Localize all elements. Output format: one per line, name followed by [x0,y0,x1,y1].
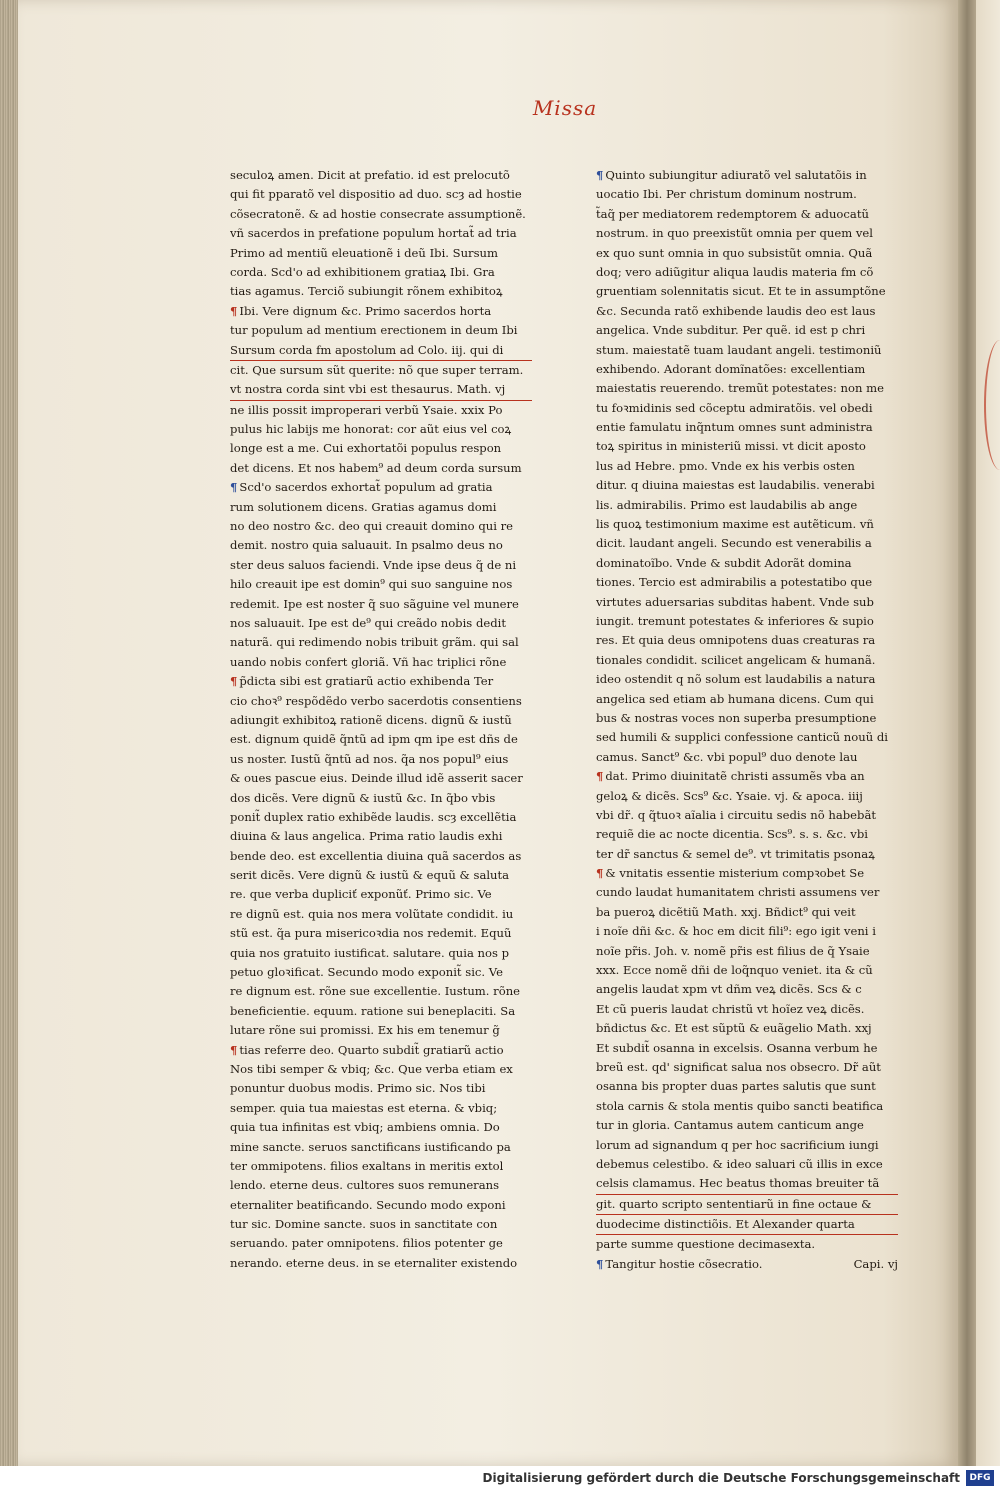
text-line-content: noĩe pr̃is. Joh. v. nomẽ pr̃is est filius de q̃ Ysaie [596,943,870,958]
text-line [230,185,532,204]
text-line [596,166,898,185]
text-line [230,263,532,282]
paragraph-mark-icon: ¶ [596,1256,604,1271]
facing-page-edge [976,0,1000,1466]
text-line-content: lendo. eterne deus. cultores suos remunerans [230,1178,500,1193]
paragraph-mark-icon: ¶ [596,866,604,881]
text-line [596,651,898,670]
text-line [596,1215,898,1235]
text-line [596,360,898,379]
text-line-content: maiestatis reuerendo. tremũt potestates: non me [596,381,884,396]
text-line-content: camus. Sanct⁹ &c. vbi popul⁹ duo denote lau [596,749,858,764]
text-line [596,1058,898,1077]
text-line [230,905,532,924]
chapter-heading-text: Tangitur hostie cõsecratio. [605,1256,763,1271]
text-line-content: cio choꝛ⁹ respõdẽdo verbo sacerdotis consentiens [230,693,522,708]
text-line [230,1021,532,1040]
text-line-content: ster deus saluos faciendi. Vnde ipse deus q̃ de ni [230,557,517,572]
text-line-content: tiones. Tercio est admirabilis a potestatibo que [596,575,873,590]
page-stack-edges [0,0,18,1466]
text-line-content: dat. Primo diuinitatẽ christi assumẽs vba an [605,769,865,784]
text-line-content: entie famulatu inq̃ntum omnes sunt administra [596,420,873,435]
text-line [230,730,532,749]
text-line-content: tur in gloria. Cantamus autem canticum ange [596,1118,864,1133]
text-line-content: git. quarto scripto sententiarũ in fine octaue & [596,1196,872,1211]
text-line-content: adiungit exhibitoꝝ rationẽ dicens. dignũ & iustũ [230,712,512,727]
text-line [230,633,532,652]
text-line [596,573,898,592]
text-line-content: angelica sed etiam ab humana dicens. Cum qui [596,691,874,706]
paragraph-mark-icon: ¶ [596,769,604,784]
text-line-content: nos saluauit. Ipe est de⁹ qui creãdo nobis dedit [230,615,507,630]
running-title: Missa [532,96,598,120]
text-line [230,536,532,555]
text-line-content: re. que verba dupliciť exponũť. Primo sic. Ve [230,887,492,902]
text-line [230,614,532,633]
text-line-content: dos dicẽs. Vere dignũ & iustũ &c. In q̃bo vbis [230,790,496,805]
text-line-content: parte summe questione decimasexta. [596,1237,816,1252]
text-line [230,711,532,730]
text-line-content: rum solutionem dicens. Gratias agamus domi [230,499,497,514]
text-line-content: i noĩe dñi &c. & hoc em dicit fili⁹: ego igit veni i [596,924,876,939]
text-line-content: res. Et quia deus omnipotens duas creaturas ra [596,633,876,648]
text-line-content: re dignũ est. quia nos mera volũtate condidit. iu [230,906,514,921]
text-line-content: quia tua infinitas est vbiq; ambiens omnia. Do [230,1120,500,1135]
text-line [596,883,898,902]
text-line [596,612,898,631]
text-line-content: petuo gloꝛificat. Secundo modo exponit̃ sic. Ve [230,965,503,980]
text-line [230,1176,532,1195]
text-line-content: serit dicẽs. Vere dignũ & iustũ & equũ & saluta [230,868,510,883]
text-line-content: Sursum corda fm apostolum ad Colo. iij. qui di [230,342,504,357]
text-line [596,922,898,941]
text-line-content: tur populum ad mentium erectionem in deum Ibi [230,323,518,338]
text-line [230,750,532,769]
text-line-content: pulus hic labijs me honorat: cor aũt eius vel coꝝ [230,422,512,437]
chapter-heading [596,1255,898,1274]
text-line [596,1155,898,1174]
text-line-content: ponuntur duobus modis. Primo sic. Nos tibi [230,1081,486,1096]
text-line-content: cit. Que sursum sũt querite: nõ que super terram. [230,362,524,377]
text-line-content: uando nobis confert gloriã. Vñ hac triplici rõne [230,654,507,669]
text-line-content: seculoꝝ amen. Dicit at prefatio. id est prelocutõ [230,168,510,182]
text-line-content: redemit. Ipe est noster q̃ suo sãguine vel munere [230,596,519,611]
text-line [230,982,532,1001]
text-line-content: Scd'o sacerdos exhortat̃ populum ad gratia [239,480,493,495]
text-line-content: ter ommipotens. filios exaltans in meritis extol [230,1158,504,1173]
text-line-content: dominatoĩbo. Vnde & subdit Adorãt domina [596,555,852,570]
text-line-content: hilo creauit ipe est domin⁹ qui suo sanguine nos [230,577,513,592]
text-line-content: qui fit pparatõ vel dispositio ad duo. scȝ ad hostie [230,187,522,202]
text-line-content: Et subdit̃ osanna in excelsis. Osanna verbum he [596,1040,878,1055]
footer-bar [0,1466,1000,1492]
text-line-content: beneficientie. equum. ratione sui beneplaciti. Sa [230,1003,516,1018]
text-line [596,942,898,961]
text-line [230,789,532,808]
text-line-content: doq; vero adiũgitur aliqua laudis materia fm cõ [596,264,874,279]
text-line [230,769,532,788]
text-line [230,827,532,846]
text-line-content: celsis clamamus. Hec beatus thomas breuiter tã [596,1176,880,1191]
text-line [596,728,898,747]
text-line-content: ditur. q diuina maiestas est laudabilis. venerabi [596,478,875,493]
text-line-content: toꝝ spiritus in ministeriũ missi. vt dicit aposto [596,439,866,454]
text-line-content: no deo nostro &c. deo qui creauit domino qui re [230,519,514,534]
text-line-content: lis. admirabilis. Primo est laudabilis ab ange [596,497,858,512]
text-line-content: re dignum est. rõne sue excellentie. Iustum. rõne [230,984,521,999]
text-line-content: ter dr̃ sanctus & semel de⁹. vt trimitatis psonaꝝ [596,846,875,861]
text-line [596,1077,898,1096]
text-line-content: eternaliter beatificando. Secundo modo exponi [230,1197,506,1212]
text-line-content: gruentiam solennitatis sicut. Et te in assumptõne [596,284,886,299]
text-line-content: geloꝝ & dicẽs. Scs⁹ &c. Ysaie. vj. & apoca. iiij [596,788,863,803]
text-line-content: demit. nostro quia saluauit. In psalmo deus no [230,538,503,553]
text-line [230,321,532,340]
text-line-content: lorum ad signandum q per hoc sacrificium iungi [596,1137,879,1152]
text-line [230,478,532,497]
text-line [230,361,532,380]
text-line [596,399,898,418]
text-line [596,748,898,767]
text-line-content: tias agamus. Terciõ subiungit rõnem exhibitoꝝ [230,284,503,299]
text-line [230,205,532,224]
text-line [596,864,898,883]
text-line [596,379,898,398]
text-line [230,341,532,361]
text-line-content: naturã. qui redimendo nobis tribuit grãm. qui sal [230,635,519,650]
text-line [230,1138,532,1157]
text-line [230,517,532,536]
text-line-content: ex quo sunt omnia in quo subsistũt omnia. Quã [596,245,873,260]
text-line-content: uocatio Ibi. Per christum dominum nostrum. [596,187,857,202]
text-line-content: lus ad Hebre. pmo. Vnde ex his verbis osten [596,458,855,473]
text-line [596,980,898,999]
text-line [596,224,898,243]
text-line [596,903,898,922]
footer-credit: Digitalisierung gefördert durch die Deutsche Forschungsgemeinschaft [482,1471,960,1485]
text-line-content: &c. Secunda ratõ exhibende laudis deo est laus [596,303,876,318]
text-line-content: tionales condidit. scilicet angelicam & humanã. [596,652,876,667]
text-line [230,692,532,711]
text-line-content: vt nostra corda sint vbi est thesaurus. Math. vj [230,382,506,397]
text-line [596,845,898,864]
text-line-content: tias referre deo. Quarto subdit̃ gratiarũ actio [239,1042,504,1057]
text-line [596,690,898,709]
text-line-content: vñ sacerdos in prefatione populum hortat̃ ad tria [230,226,517,241]
text-line [596,282,898,301]
text-line [596,1136,898,1155]
text-line [596,418,898,437]
text-line [230,1041,532,1060]
text-line [230,1254,532,1273]
text-line-content: requiẽ die ac nocte dicentia. Scs⁹. s. s. &c. vbi [596,827,868,842]
text-line-content: bende deo. est excellentia diuina quã sacerdos as [230,848,522,863]
text-line-content: duodecime distinctiõis. Et Alexander quarta [596,1217,855,1232]
text-line [230,924,532,943]
text-line-content: vbi dr̃. q q̃tuoꝛ aĩalia i circuitu sedis nõ habebãt [596,807,877,822]
text-line-content: ideo ostendit q nõ solum est laudabilis a natura [596,672,876,687]
text-line-content: est. dignum quidẽ q̃ntũ ad ipm qm ipe est dñs de [230,732,518,747]
text-line-content: cundo laudat humanitatem christi assumens ver [596,885,880,900]
text-line [596,185,898,204]
text-line [596,554,898,573]
text-line [230,1157,532,1176]
text-line [596,457,898,476]
paragraph-mark-icon: ¶ [230,303,238,318]
text-line [230,672,532,691]
text-line [596,1195,898,1215]
text-line-content: bus & nostras voces non superba presumptione [596,710,877,725]
text-line [230,944,532,963]
text-line [596,1097,898,1116]
text-line-content: p̃dicta sibi est gratiarũ actio exhibenda Ter [239,674,494,689]
text-line [596,767,898,786]
text-line-content: iungit. tremunt potestates & inferiores & supio [596,613,874,628]
text-line [230,439,532,458]
text-line [596,321,898,340]
text-line-content: quia nos gratuito iustificat. salutare. quia nos p [230,945,510,960]
text-line-content: t̃aq̃ per mediatorem redemptorem & aduocatũ [596,206,869,221]
text-line [230,1118,532,1137]
text-line [596,787,898,806]
paragraph-mark-icon: ¶ [230,1042,238,1057]
text-line [230,575,532,594]
text-line [230,1079,532,1098]
text-line [230,498,532,517]
text-line [230,847,532,866]
text-line-content: angelica. Vnde subditur. Per quẽ. id est p chri [596,323,866,338]
text-line-content: tu foꝛmidinis sed cõceptu admiratõis. vel obedi [596,400,873,415]
text-line [596,341,898,360]
text-line-content: us noster. Iustũ q̃ntũ ad nos. q̃a nos popul⁹ eius [230,751,509,766]
text-line [596,263,898,282]
text-line-content: osanna bis propter duas partes salutis que sunt [596,1079,876,1094]
text-line-content: longe est a me. Cui exhortatõi populus respon [230,441,502,456]
text-line [230,420,532,439]
text-line [230,866,532,885]
text-line [596,515,898,534]
text-line-content: Ibi. Vere dignum &c. Primo sacerdos horta [239,303,492,318]
text-line [596,593,898,612]
text-line-content: cõsecratonẽ. & ad hostie consecrate assumptionẽ. [230,206,526,221]
text-line [230,963,532,982]
text-line [596,670,898,689]
text-line-content: Quinto subiungitur adiuratõ vel salutatõis in [605,168,867,182]
text-line [230,244,532,263]
text-line-content: det dicens. Et nos habem⁹ ad deum corda sursum [230,460,522,475]
text-line [230,1099,532,1118]
text-line [596,1174,898,1194]
text-line [596,496,898,515]
text-line [230,1215,532,1234]
text-line-content: exhibendo. Adorant domĩnatões: excellentiam [596,361,866,376]
text-line [596,709,898,728]
text-line-content: diuina & laus angelica. Prima ratio laudis exhi [230,829,503,844]
text-line [596,1000,898,1019]
text-line [596,1039,898,1058]
text-line-content: semper. quia tua maiestas est eterna. & vbiq; [230,1100,498,1115]
text-line-content: Et cũ pueris laudat christũ vt hoĩez veꝝ dicẽs. [596,1001,865,1016]
text-line [230,224,532,243]
text-line [230,166,532,185]
text-line [596,534,898,553]
text-line [596,1235,898,1254]
text-line [230,808,532,827]
text-line-content: ponit̃ duplex ratio exhibẽde laudis. scȝ excellẽtia [230,809,517,824]
dfg-logo: DFG [966,1470,994,1486]
text-line [230,401,532,420]
text-line [230,595,532,614]
text-line [230,556,532,575]
text-line [596,205,898,224]
text-line-content: mine sancte. seruos sanctificans iustificando pa [230,1139,511,1154]
paragraph-mark-icon: ¶ [230,674,238,689]
text-line [596,437,898,456]
text-line-content: bñdictus &c. Et est sũptũ & euãgelio Math. xxj [596,1021,872,1036]
text-line [230,1234,532,1253]
text-line-content: nostrum. in quo preexistũt omnia per quem vel [596,226,873,241]
text-line [230,302,532,321]
text-line-content: stola carnis & stola mentis quibo sancti beatifica [596,1098,884,1113]
text-line-content: lis quoꝝ testimonium maxime est autẽticum. vñ [596,517,874,532]
book-gutter [958,0,976,1466]
text-line [230,459,532,478]
text-line-content: nerando. eterne deus. in se eternaliter existendo [230,1255,518,1270]
text-line-content: breũ est. qd' significat salua nos obsecro. Dr̃ aũt [596,1059,881,1074]
text-line-content: seruando. pater omnipotens. filios potenter ge [230,1236,503,1251]
text-line [230,1196,532,1215]
text-line [230,1060,532,1079]
text-column-left [230,166,532,1273]
text-line [596,244,898,263]
text-line-content: sed humili & supplici confessione canticũ nouũ di [596,730,888,745]
text-line [230,1002,532,1021]
text-line-content: stũ est. q̃a pura misericoꝛdia nos redemit. Equũ [230,926,512,941]
text-column-right [596,166,898,1274]
text-line [596,961,898,980]
text-line-content: dicit. laudant angeli. Secundo est venerabilis a [596,536,872,551]
text-line-content: stum. maiestatẽ tuam laudant angeli. testimoniũ [596,342,882,357]
text-line-content: debemus celestibo. & ideo saluari cũ illis in exce [596,1156,883,1171]
paragraph-mark-icon: ¶ [230,480,238,495]
text-line-content: virtutes aduersarias subditas habent. Vnde sub [596,594,874,609]
text-line-content: ba pueroꝝ dicẽtiũ Math. xxj. Bñdict⁹ qui veit [596,904,856,919]
text-line-content: angelis laudat xpm vt dñm veꝝ dicẽs. Scs & c [596,982,862,997]
text-line-content: corda. Scd'o ad exhibitionem gratiaꝝ Ibi. Gra [230,264,495,279]
text-line-content: Primo ad mentiũ eleuationẽ i deũ Ibi. Sursum [230,245,499,260]
text-line-content: ne illis possit improperari verbũ Ysaie. xxix Po [230,402,503,417]
text-line [596,302,898,321]
text-line [230,380,532,400]
text-line-content: xxx. Ecce nomẽ dñi de loq̃nquo veniet. ita & cũ [596,963,873,978]
text-line [596,1019,898,1038]
text-line-content: tur sic. Domine sancte. suos in sanctitate con [230,1217,498,1232]
text-line [596,1116,898,1135]
text-line [596,631,898,650]
text-line-content: & vnitatis essentie misterium compꝛobet Se [605,866,865,881]
paragraph-mark-icon: ¶ [596,168,604,182]
text-line [230,653,532,672]
text-line-content: Nos tibi semper & vbiq; &c. Que verba etiam ex [230,1061,513,1076]
text-line [230,282,532,301]
text-line [230,885,532,904]
text-line [596,806,898,825]
text-line-content: & oues pascue eius. Deinde illud idẽ asserit sacer [230,771,523,786]
chapter-number: Capi. vj [853,1256,898,1271]
text-line-content: lutare rõne sui promissi. Ex his em tenemur g̃ [230,1023,500,1038]
text-line [596,825,898,844]
text-line [596,476,898,495]
